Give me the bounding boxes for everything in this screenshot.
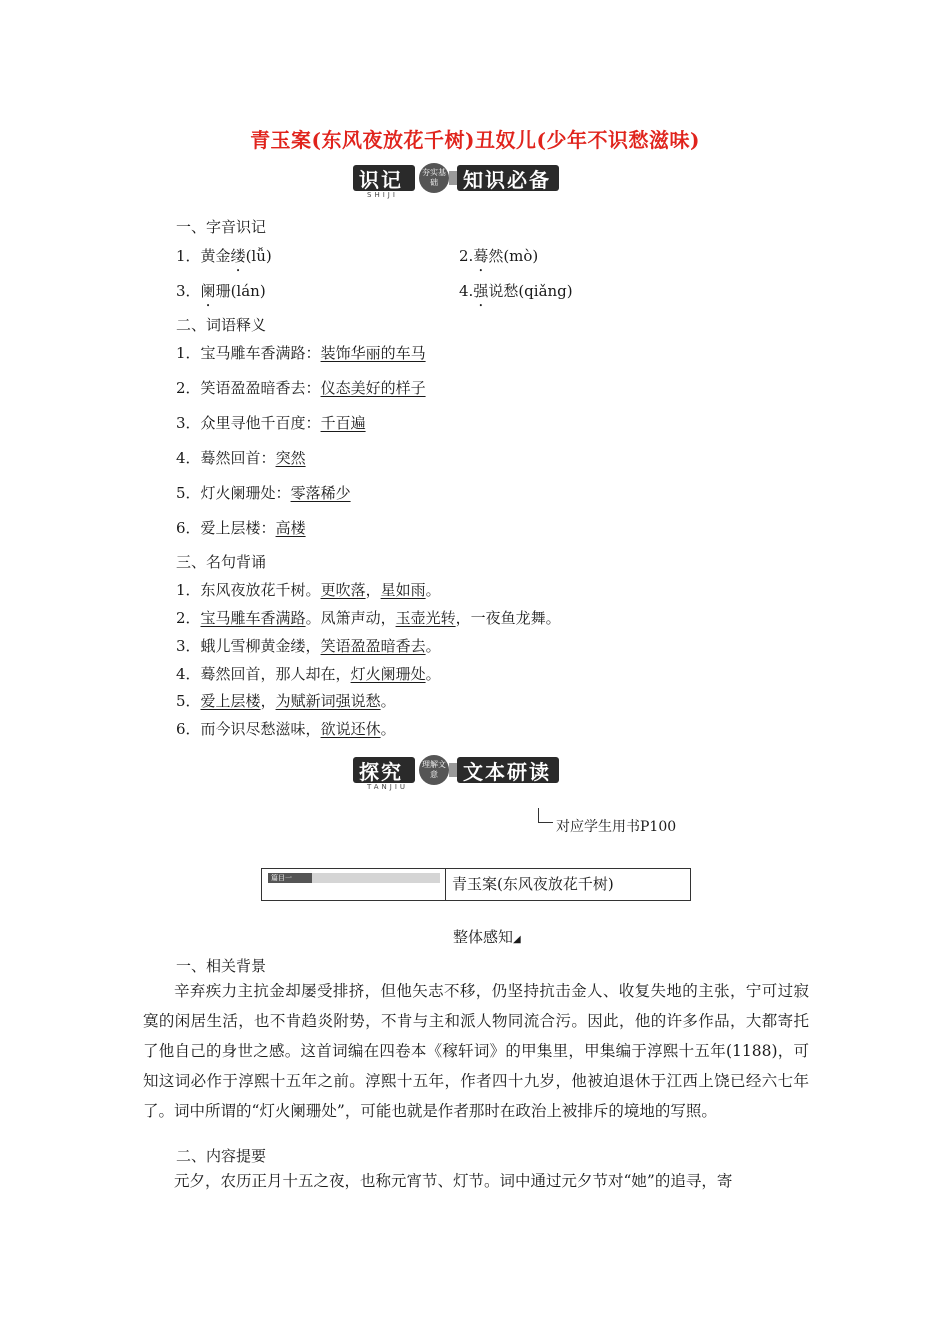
pron-item-4: 4.强说愁(qiǎng) bbox=[459, 282, 573, 300]
banner-small: 夯实基础 bbox=[419, 163, 449, 193]
summary-paragraph: 元夕，农历正月十五之夜，也称元宵节、灯节。词中通过元夕节对“她”的追寻，寄 bbox=[174, 1172, 733, 1190]
poem-table-title: 青玉案(东风夜放花千树) bbox=[452, 875, 614, 893]
banner2-big-2: 文本研读 bbox=[463, 760, 551, 784]
recite-item-2: 2．宝马雕车香满路。凤箫声动，玉壶光转，一夜鱼龙舞。 bbox=[176, 609, 561, 627]
poem-title-table bbox=[261, 868, 691, 901]
banner-big-2: 知识必备 bbox=[463, 168, 551, 192]
section-heading-3: 三、名句背诵 bbox=[176, 553, 267, 571]
poem-tag: 篇目一 bbox=[268, 873, 312, 883]
banner2-big-1: 探究 bbox=[359, 760, 403, 784]
book-reference: 对应学生用书P100 bbox=[556, 819, 677, 835]
banner2-sub: TANJIU bbox=[367, 783, 409, 791]
recite-item-6: 6．而今识尽愁滋味，欲说还休。 bbox=[176, 720, 396, 738]
word-item-2: 2．笑语盈盈暗香去：仪态美好的样子 bbox=[176, 379, 426, 397]
banner-sub: SHIJI bbox=[367, 191, 398, 199]
word-item-5: 5．灯火阑珊处：零落稀少 bbox=[176, 484, 351, 502]
word-item-3: 3．众里寻他千百度：千百遍 bbox=[176, 414, 366, 432]
summary-heading: 二、内容提要 bbox=[176, 1147, 267, 1165]
recite-item-1: 1．东风夜放花千树。更吹落，星如雨。 bbox=[176, 581, 441, 599]
overview-heading: 整体感知◢ bbox=[453, 928, 521, 946]
background-paragraph: 辛弃疾力主抗金却屡受排挤，但他矢志不移，仍坚持抗击金人、收复失地的主张，宁可过寂寞的闲居生活，也不肯趋炎附势，不肯与主和派人物同流合污。因此，他的许多作品，大都寄托了他自己的身世之感。这首词编在四卷本《稼轩词》的甲集里，甲集编于淳熙十五年(1188)，可知这词必作于淳熙十五年之前。淳熙十五年，作者四十九岁，他被迫退休于江西上饶已经六七年了。词中所谓的“灯火阑珊处”，可能也就是作者那时在政治上被排斥的境地的写照。 bbox=[143, 982, 809, 1120]
section-heading-2: 二、词语释义 bbox=[176, 316, 267, 334]
pron-item-3: 3．阑珊(lán) bbox=[176, 282, 266, 300]
section-heading-1: 一、字音识记 bbox=[176, 218, 267, 236]
corner-arrow-icon bbox=[538, 808, 553, 823]
word-item-6: 6．爱上层楼：高楼 bbox=[176, 519, 306, 537]
banner2-small: 理解文意 bbox=[419, 755, 449, 785]
pron-item-1: 1．黄金缕(lǚ) bbox=[176, 247, 272, 265]
recite-item-3: 3．蛾儿雪柳黄金缕，笑语盈盈暗香去。 bbox=[176, 637, 441, 655]
word-item-1: 1．宝马雕车香满路：装饰华丽的车马 bbox=[176, 344, 426, 362]
banner-big-1: 识记 bbox=[359, 168, 403, 192]
recite-item-4: 4．蓦然回首，那人却在，灯火阑珊处。 bbox=[176, 665, 441, 683]
page-title: 青玉案(东风夜放花千树)丑奴儿(少年不识愁滋味) bbox=[250, 128, 700, 152]
section-banner-tanjiu bbox=[353, 753, 603, 791]
background-heading: 一、相关背景 bbox=[176, 957, 267, 975]
word-item-4: 4．蓦然回首：突然 bbox=[176, 449, 306, 467]
section-banner-shiji bbox=[353, 161, 603, 199]
pron-item-2: 2.蓦然(mò) bbox=[459, 247, 539, 265]
recite-item-5: 5．爱上层楼，为赋新词强说愁。 bbox=[176, 692, 396, 710]
